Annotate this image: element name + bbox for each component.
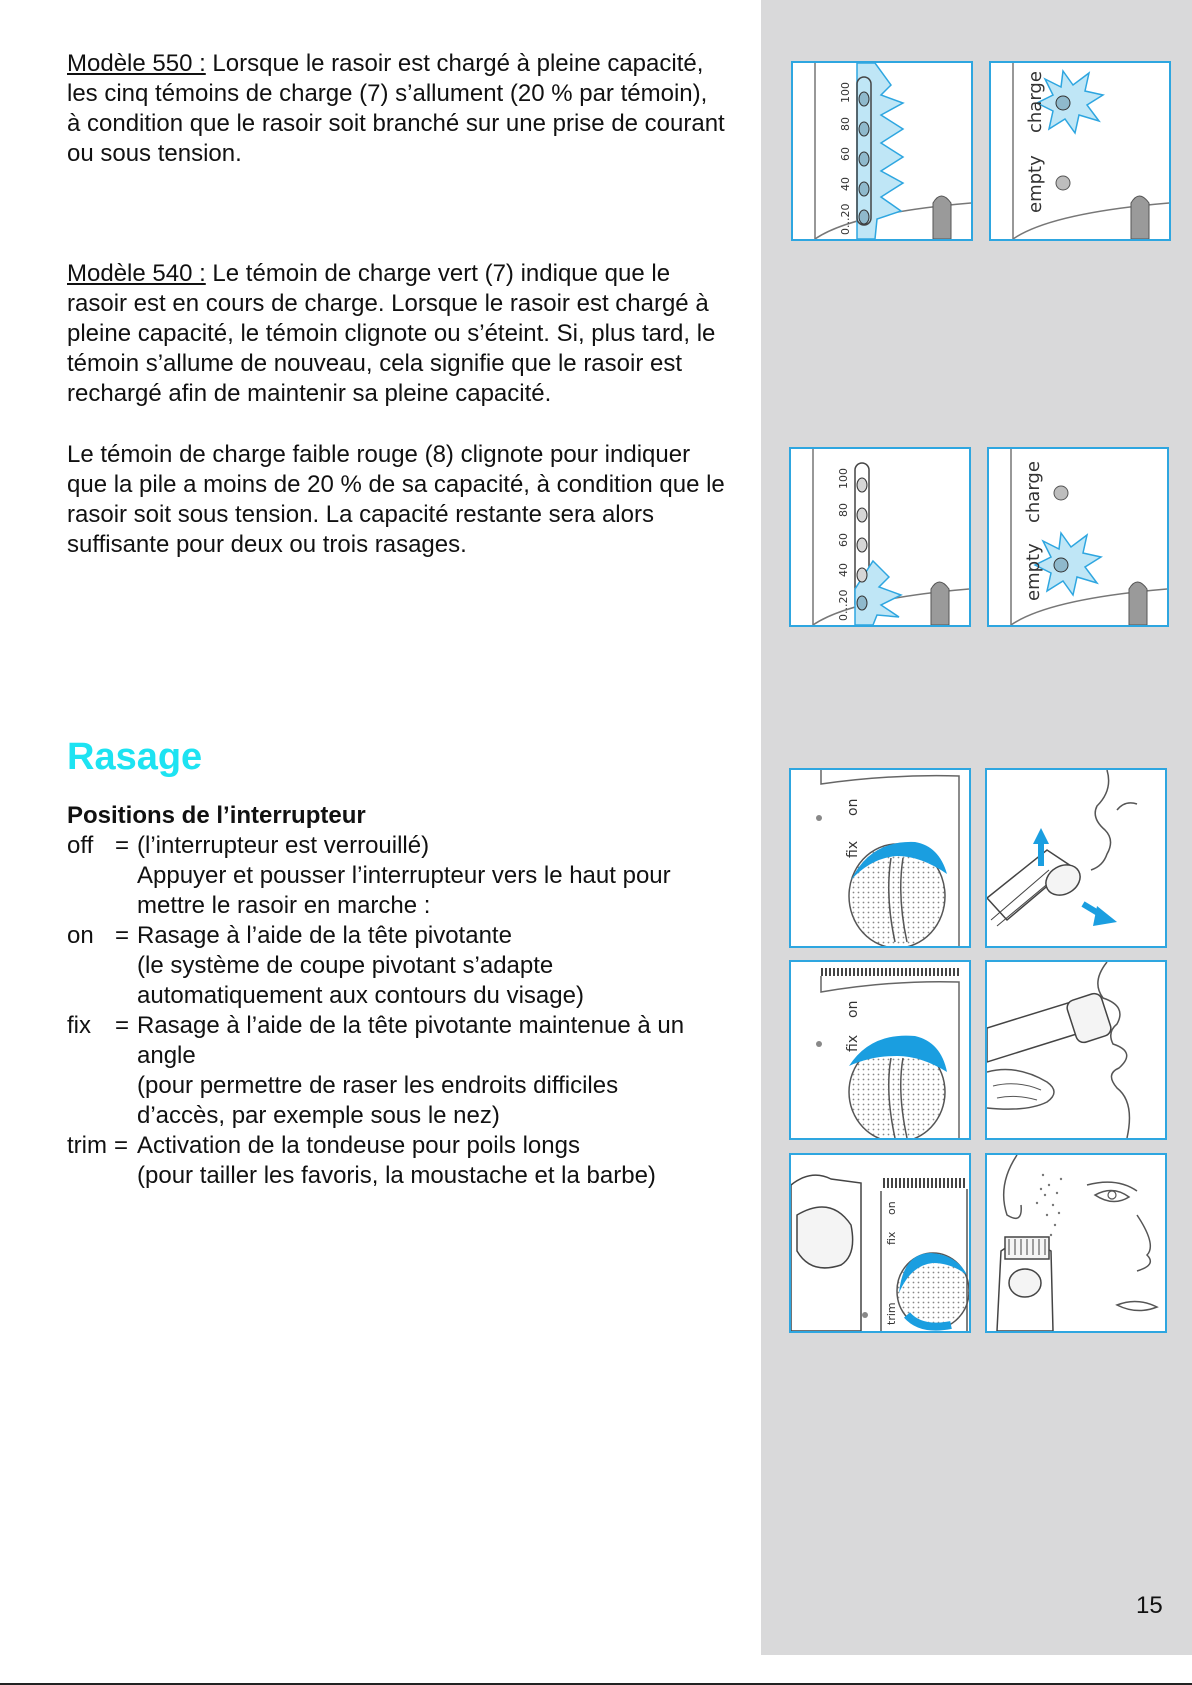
position-line: mettre le rasoir en marche : [137,892,431,919]
position-equals: = [115,1012,130,1039]
charge-led-icon [857,596,867,610]
arrow-right-icon [1093,906,1117,926]
page-number: 15 [1136,1592,1163,1619]
switch-position-trim [67,1131,727,1191]
figure-charge-indicator [989,61,1171,241]
switch-position-on [67,921,727,1011]
face-profile-icon [1137,1215,1150,1271]
model-540-paragraph [67,259,727,409]
position-line: d’accès, par exemple sous le nez) [137,1102,500,1129]
position-line: Appuyer et pousser l’interrupteur vers le haut pour [137,862,671,889]
scale-label: 100 [839,82,852,103]
model-550-label: Modèle 550 : [67,50,206,77]
scale-label: 60 [837,533,850,547]
scale-label: 80 [837,503,850,517]
empty-led-icon [1056,176,1070,190]
charge-led-icon [859,152,869,166]
switch-label-fix: fix [885,1231,898,1245]
position-line: angle [137,1042,196,1069]
shaver-head-icon [797,1207,853,1268]
position-key: trim [67,1132,107,1159]
figure-switch-trim [789,1153,971,1333]
charge-led-icon [1056,96,1070,110]
empty-label: empty [1025,155,1046,213]
low-charge-paragraph: Le témoin de charge faible rouge (8) clignote pour indiquer que la pile a moins de 20 % de sa capacité, à condition que le rasoir soit sous tension. La capacité restante sera alors suffisante pour deux ou trois rasages. [67,441,725,558]
figure-low-charge-scale [789,447,971,627]
charge-led-icon [859,182,869,196]
position-key: on [67,922,94,949]
charge-led-icon [859,210,869,224]
switch-label-fix: fix [845,1034,861,1052]
switch-label-on: on [885,1201,898,1215]
figure-full-charge-scale [791,61,973,241]
scale-label: 40 [839,177,852,191]
charge-led-icon [859,122,869,136]
position-equals: = [115,832,130,859]
position-line: Activation de la tondeuse pour poils longs [137,1132,580,1159]
figure-trim-sideburns [985,1153,1167,1333]
charge-led-icon [857,508,867,522]
scale-label: 100 [837,468,850,489]
position-equals: = [115,922,130,949]
indicator-dot-icon [816,1041,822,1047]
figure-pivot-shaving [985,768,1167,948]
switch-label-on: on [845,1000,861,1018]
charge-led-icon [857,538,867,552]
scale-label: 0...20 [839,203,852,235]
eye-icon [1095,1190,1129,1201]
switch-label-on: on [845,798,861,816]
figure-fix-shaving [985,960,1167,1140]
model-550-text: Lorsque le rasoir est chargé à pleine capacité, les cinq témoins de charge (7) s’allument (20 % par témoin), à condition que le rasoir soit branché sur une prise de courant ou sous tension. [67,50,725,167]
position-line: (le système de coupe pivotant s’adapte [137,952,554,979]
figure-switch-fix [789,960,971,1140]
position-line: Rasage à l’aide de la tête pivotante maintenue à un [137,1012,685,1039]
switch-positions-list [67,831,727,1191]
switch-label-trim: trim [885,1302,898,1325]
indicator-dot-icon [816,815,822,821]
charge-led-icon [857,568,867,582]
scale-label: 80 [839,117,852,131]
face-profile-icon [1091,770,1111,870]
figure-switch-on [789,768,971,948]
arrow-up-icon [1033,828,1049,844]
model-550-paragraph [67,49,727,169]
sideburn-hair-icon [1036,1174,1062,1236]
switch-label-fix: fix [845,840,861,858]
position-line: Rasage à l’aide de la tête pivotante [137,922,512,949]
position-line: (pour tailler les favoris, la moustache et la barbe) [137,1162,656,1189]
scale-label: 60 [839,147,852,161]
position-line: automatiquement aux contours du visage) [137,982,584,1009]
switch-slider-icon [1129,582,1147,625]
scale-label: 40 [837,563,850,577]
charge-label: charge [1023,461,1044,523]
position-key: off [67,832,94,859]
position-equals: = [114,1132,129,1159]
switch-position-off [67,831,727,921]
figure-empty-indicator [987,447,1169,627]
switch-position-fix [67,1011,727,1131]
switch-slider-icon [931,582,949,625]
model-540-text: Le témoin de charge vert (7) indique que le rasoir est en cours de charge. Lorsque le rasoir est chargé à pleine capacité, le témoin clignote ou s’éteint. Si, plus tard, le témoin s’allume de nouveau, cela signifie que le rasoir est rechargé afin de maintenir sa pleine capacité. [67,260,716,407]
empty-label: empty [1023,543,1044,601]
charge-label: charge [1025,71,1046,133]
face-profile-icon [1098,962,1130,1138]
charge-led-icon [859,92,869,106]
position-line: (l’interrupteur est verrouillé) [137,832,430,859]
switch-slider-icon [933,196,951,239]
charge-led-icon [1054,486,1068,500]
scale-label: 0...20 [837,589,850,621]
section-subtitle: Positions de l’interrupteur [67,802,366,829]
empty-led-icon [1054,558,1068,572]
model-540-label: Modèle 540 : [67,260,206,287]
section-title: Rasage [67,736,203,778]
position-line: (pour permettre de raser les endroits difficiles [137,1072,619,1099]
indicator-dot-icon [862,1312,868,1318]
ear-icon [1004,1155,1022,1218]
position-key: fix [67,1012,91,1039]
switch-slider-icon [1131,196,1149,239]
charge-led-icon [857,478,867,492]
hand-icon [987,1070,1054,1110]
